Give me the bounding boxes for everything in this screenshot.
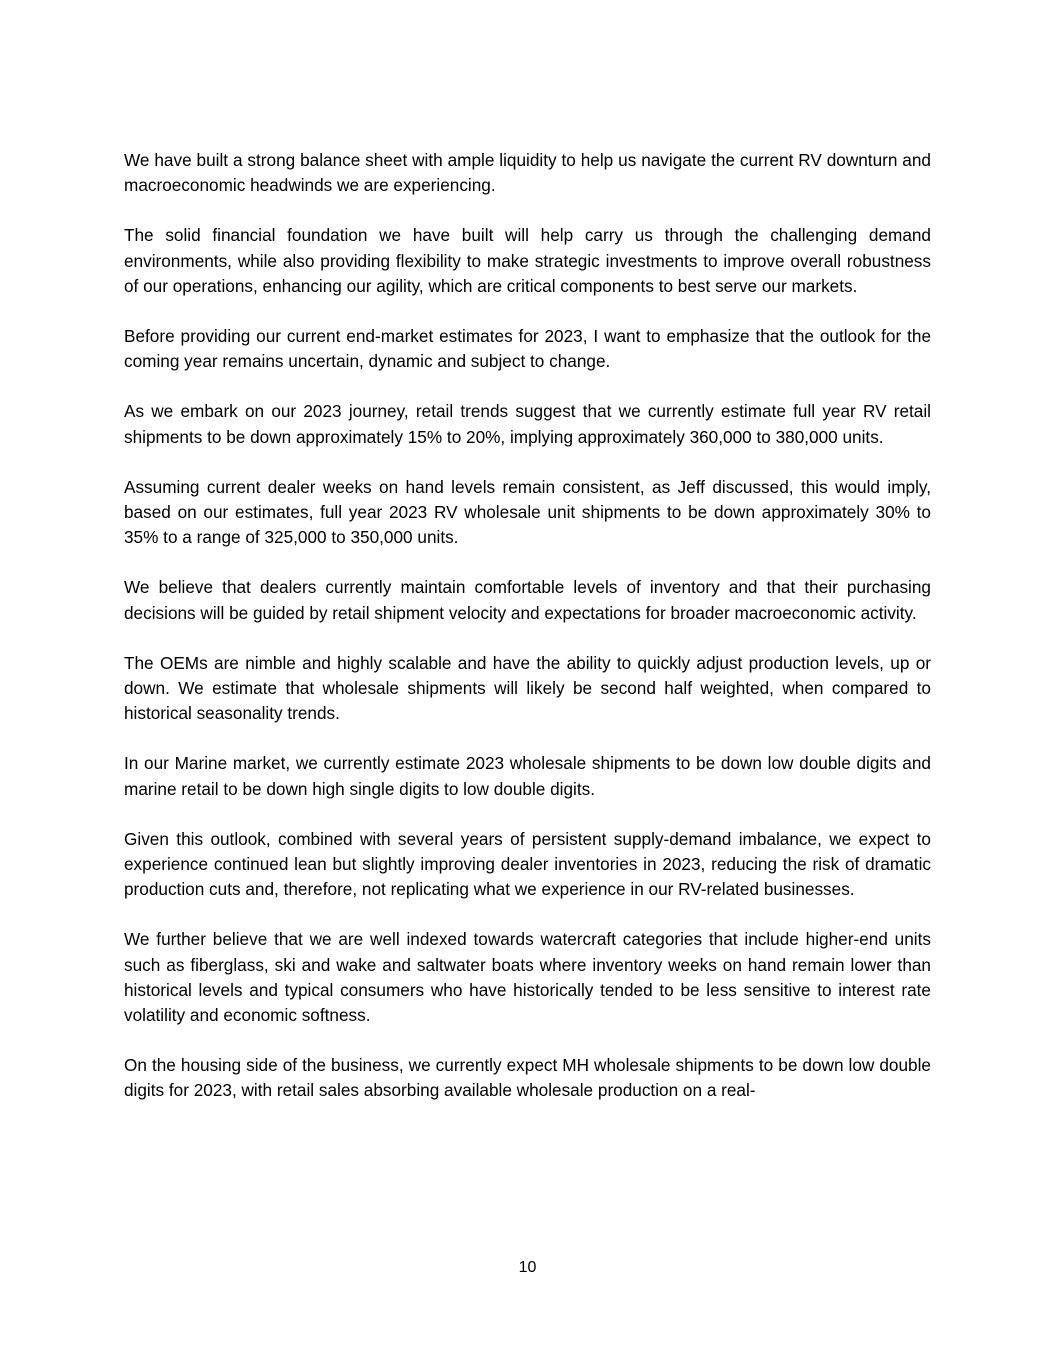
paragraph-dealer-inventory: We believe that dealers currently maintain comfortable levels of inventory and that their purchasing decisions will be guided by retail shipment velocity and expectations for broader macroeconomic activity. (124, 577, 931, 623)
paragraph-housing-outlook: On the housing side of the business, we currently expect MH wholesale shipments to be down low double digits for 2023, with retail sales absorbing available wholesale production on a real- (124, 1055, 931, 1101)
paragraph-supply-demand: Given this outlook, combined with several years of persistent supply-demand imbalance, we expect to experience continued lean but slightly improving dealer inventories in 2023, reducing the risk of dramatic production cuts and, therefore, not replicating what we experience in our RV-related businesses. (124, 828, 931, 900)
paragraph-marine-market: In our Marine market, we currently estimate 2023 wholesale shipments to be down low double digits and marine retail to be down high single digits to low double digits. (124, 753, 931, 799)
paragraph-outlook-uncertain: Before providing our current end-market estimates for 2023, I want to emphasize that the outlook for the coming year remains uncertain, dynamic and subject to change. (124, 326, 931, 372)
paragraph-financial-foundation: The solid financial foundation we have built will help carry us through the challenging demand environments, while also providing flexibility to make strategic investments to improve overall robustness of our operations, enhancing our agility, which are critical components to best serve our markets. (124, 225, 931, 296)
document-body (124, 148, 931, 1129)
page-number: 10 (518, 1259, 537, 1276)
paragraph-watercraft-categories: We further believe that we are well indexed towards watercraft categories that include higher-end units such as fiberglass, ski and wake and saltwater boats where inventory weeks on hand remain lower than historical levels and typical consumers who have historically tended to be less sensitive to interest rate volatility and economic softness. (124, 929, 931, 1026)
paragraph-oem-production: The OEMs are nimble and highly scalable and have the ability to quickly adjust production levels, up or down. We estimate that wholesale shipments will likely be second half weighted, when compared to historical seasonality trends. (124, 652, 931, 724)
paragraph-balance-sheet: We have built a strong balance sheet with ample liquidity to help us navigate the current RV downturn and macroeconomic headwinds we are experiencing. (124, 150, 931, 196)
paragraph-rv-wholesale-estimate: Assuming current dealer weeks on hand levels remain consistent, as Jeff discussed, this would imply, based on our estimates, full year 2023 RV wholesale unit shipments to be down approximately 30% to 35% to a range of 325,000 to 350,000 units. (124, 476, 931, 548)
paragraph-rv-retail-estimate: As we embark on our 2023 journey, retail trends suggest that we currently estimate full year RV retail shipments to be down approximately 15% to 20%, implying approximately 360,000 to 380,000 units. (124, 401, 931, 447)
